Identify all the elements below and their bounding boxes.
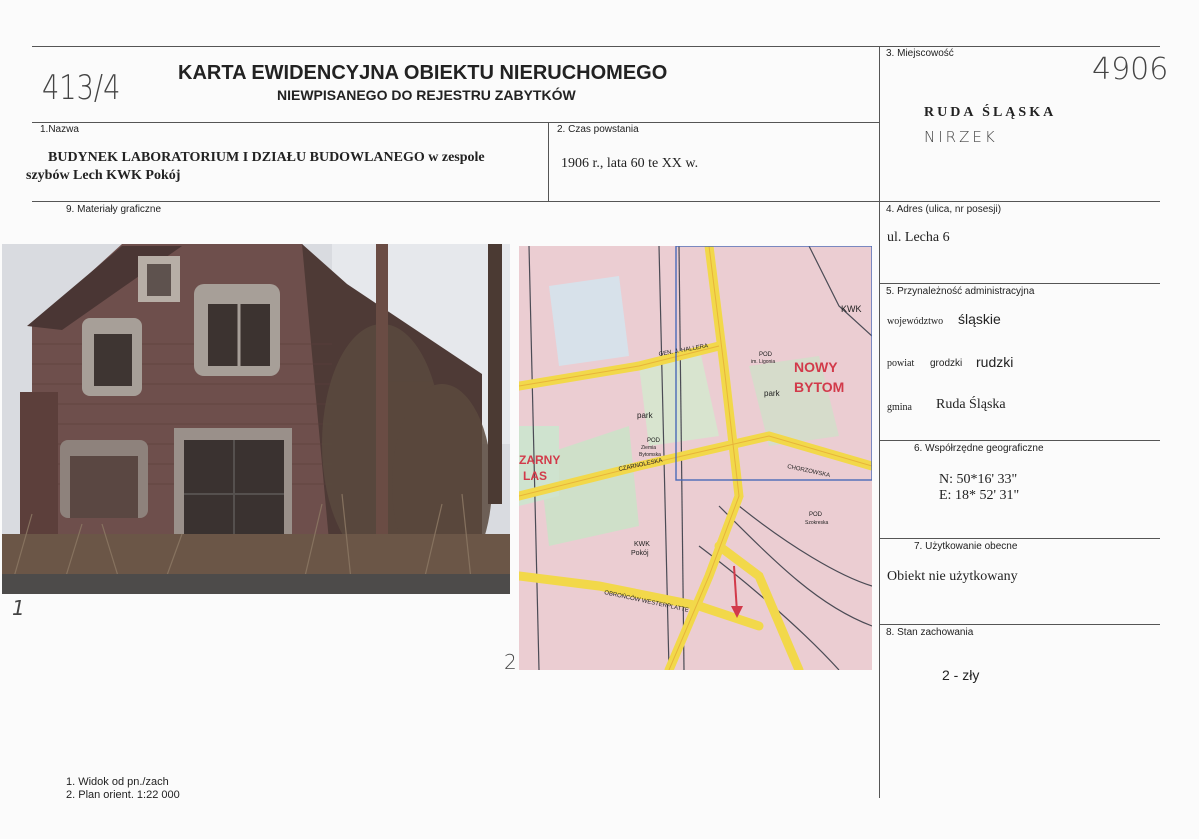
line-5	[880, 283, 1160, 284]
commune-value: Ruda Śląska	[936, 397, 1006, 412]
map-street-halera: GEN. J. HALLERA	[658, 343, 709, 358]
voivodeship-label: województwo	[887, 316, 944, 327]
card-title: KARTA EWIDENCYJNA OBIEKTU NIERUCHOMEGO	[178, 62, 668, 84]
map-number-handwritten: 2	[504, 650, 517, 674]
map-label-pod2b: im. Ligonia	[751, 359, 776, 365]
coord-north: N: 50*16' 33"	[939, 472, 1018, 487]
map-label-nowy: NOWY	[794, 359, 838, 375]
map-label-pod1b: Ziemia	[641, 445, 657, 451]
county-value: rudzki	[976, 354, 1014, 370]
line-6	[880, 440, 1160, 441]
map-label-pod3: POD	[809, 512, 823, 518]
field-date-label: 2. Czas powstania	[557, 124, 639, 135]
map-label-czarny: ZARNY	[519, 453, 561, 467]
line-8	[880, 624, 1160, 625]
orientation-map	[519, 246, 872, 670]
map-street-westerplatte: OBROŃCÓW WESTERPLATTE	[603, 590, 690, 614]
card-number-handwritten: 4906	[1092, 52, 1169, 87]
photo-number-handwritten: 1	[12, 596, 25, 620]
county-prefix: grodzki	[930, 358, 963, 369]
field-usage-value: Obiekt nie użytkowany	[887, 569, 1018, 584]
coord-east: E: 18* 52' 31"	[939, 488, 1020, 503]
field-name-value-line2: szybów Lech KWK Pokój	[26, 168, 181, 183]
map-label-pod3b: Szokreska	[805, 520, 829, 526]
field-name-label: 1.Nazwa	[40, 124, 79, 135]
field-locality-value: RUDA ŚLĄSKA	[924, 105, 1057, 120]
field-graphics-label: 9. Materiały graficzne	[66, 204, 162, 215]
field-name-value-line1: BUDYNEK LABORATORIUM I DZIAŁU BUDOWLANEGO w zespole	[48, 150, 485, 165]
field-address-label: 4. Adres (ulica, nr posesji)	[886, 204, 1002, 215]
map-label-pod1: POD	[647, 438, 661, 444]
map-label-pod1c: Bytomska	[639, 452, 661, 458]
header-bottom-line	[32, 122, 880, 123]
field-condition-value: 2 - zły	[942, 667, 980, 683]
field-condition-label: 8. Stan zachowania	[886, 627, 974, 638]
building-photo	[2, 244, 510, 594]
ref-number-handwritten: 413/4	[42, 68, 121, 108]
map-label-park1: park	[637, 411, 653, 420]
field-date-value: 1906 r., lata 60 te XX w.	[561, 156, 699, 171]
field-address-value: ul. Lecha 6	[887, 230, 950, 245]
map-label-kwk-pokoj: KWK	[634, 541, 650, 548]
field-admin-label: 5. Przynależność administracyjna	[886, 286, 1035, 297]
field-locality-label: 3. Miejscowość	[886, 48, 954, 59]
caption-item-1: 1. Widok od pn./zach	[66, 776, 169, 788]
commune-label: gmina	[887, 402, 912, 413]
map-street-chorzowska: CHORZOWSKA	[786, 464, 831, 480]
map-label-kwk-top: KWK	[841, 304, 862, 314]
map-label-las: LAS	[523, 469, 547, 483]
top-border-line	[32, 46, 1160, 47]
caption-item-2: 2. Plan orient. 1:22 000	[66, 789, 180, 801]
name-date-divider	[548, 122, 549, 201]
name-row-bottom-line	[32, 201, 1160, 202]
locality-note-handwritten: NIRZEK	[924, 128, 998, 146]
map-label-park2: park	[764, 389, 780, 398]
voivodeship-value: śląskie	[958, 311, 1001, 327]
map-label-pod2: POD	[759, 352, 773, 358]
field-usage-label: 7. Użytkowanie obecne	[914, 541, 1018, 552]
map-street-czarnoleska: CZARNOLESKA	[618, 457, 664, 473]
map-label-kwk-pokoj2: Pokój	[631, 550, 649, 557]
map-label-bytom: BYTOM	[794, 379, 845, 395]
main-divider-line	[879, 46, 880, 798]
card-subtitle: NIEWPISANEGO DO REJESTRU ZABYTKÓW	[277, 87, 576, 103]
line-7	[880, 538, 1160, 539]
field-coords-label: 6. Współrzędne geograficzne	[914, 443, 1044, 454]
county-label: powiat	[887, 358, 915, 369]
